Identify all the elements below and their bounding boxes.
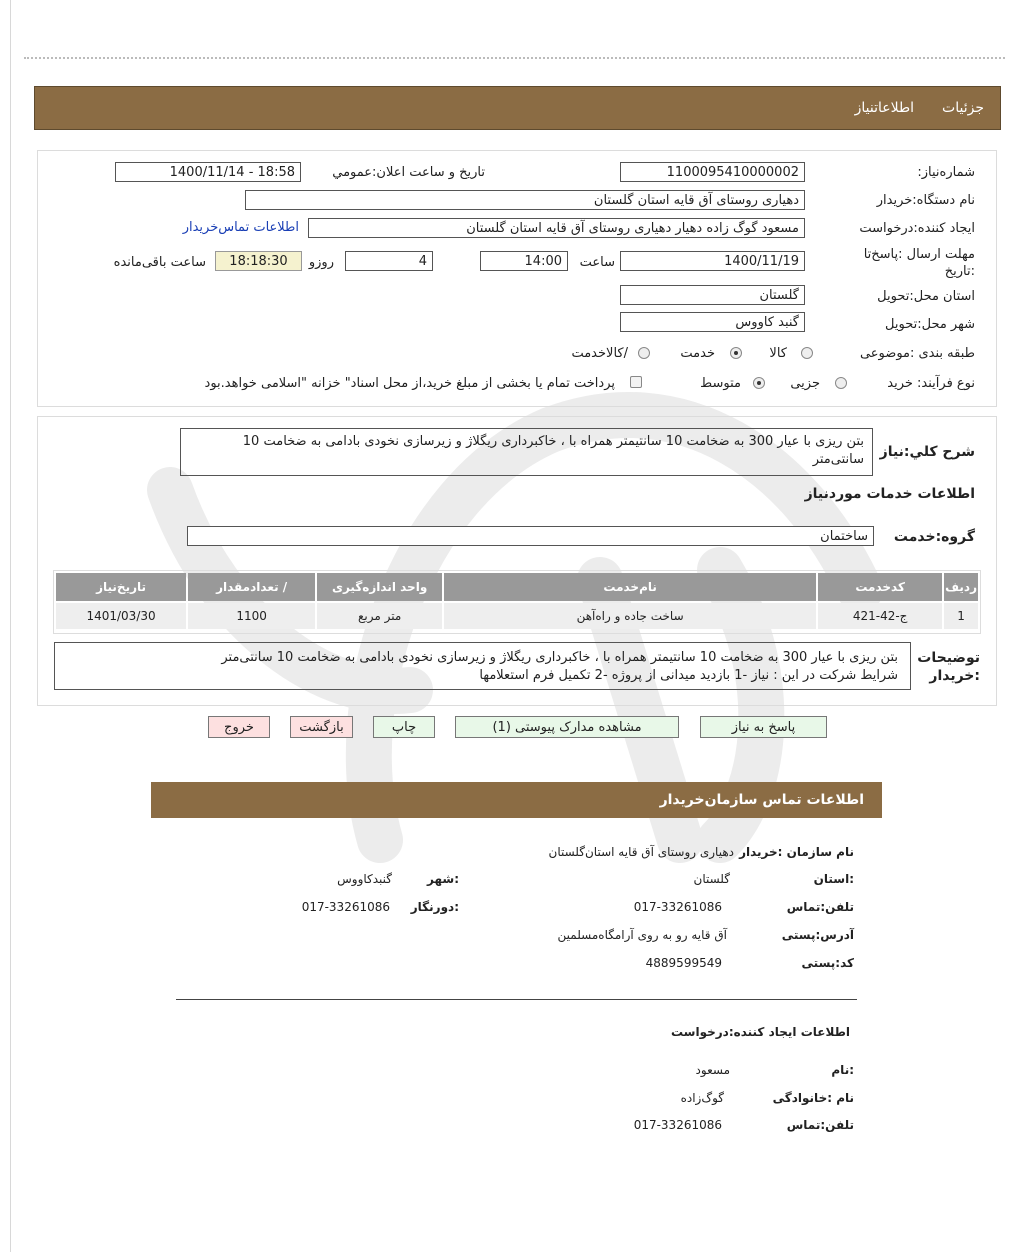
buyer-org-label: نام دستگاه:خریدار — [876, 193, 975, 208]
reply-button[interactable]: پاسخ به نیاز — [700, 716, 827, 738]
contact-divider — [176, 999, 857, 1000]
items-table — [54, 571, 980, 631]
view-attachments-button[interactable]: مشاهده مدارک پیوستی (1) — [455, 716, 679, 738]
buyer-notes-line-2: شرایط شرکت در این : نیاز -1 بازدید میدانی از پروژه -2 تکمیل فرم استعلامها — [479, 668, 898, 683]
summary-label: شرح کلي:نیاز — [879, 444, 975, 460]
page-left-border — [10, 0, 11, 1252]
exit-button[interactable]: خروج — [208, 716, 270, 738]
contact-address-label: آدرس:پستی — [781, 928, 854, 942]
announce-date-label: تاریخ و ساعت اعلان:عمومي — [332, 165, 485, 180]
contact-address-value: آق قایه رو به روی آرامگاه‌مسلمین — [557, 928, 727, 942]
col-service-name: نام‌خدمت — [444, 573, 816, 601]
category-goods-radio[interactable] — [801, 347, 813, 359]
cell-row-number: 1 — [944, 603, 978, 629]
deadline-time-label: ساعت — [579, 255, 615, 270]
buyer-notes-label-2: :خریدار — [929, 668, 980, 684]
contact-province-value: گلستان — [693, 872, 730, 886]
buyer-contact-link[interactable]: اطلاعات تماس‌خریدار — [182, 220, 299, 235]
col-service-code: کدخدمت — [818, 573, 942, 601]
contact-fax-label: :دورنگار — [410, 900, 459, 914]
contact-city-value: گنبدکاووس — [337, 872, 392, 886]
col-quantity: / تعدادمقدار — [188, 573, 315, 601]
summary-text-box: بتن ریزی با عیار 300 به ضخامت 10 سانتیمتر همراه با ، خاکبرداری ریگلاژ و زیرسازی نخودی بادامی به ضخامت 10 سانتی‌متر — [180, 428, 873, 476]
announce-date-field: 1400/11/14 - 18:58 — [115, 162, 301, 182]
category-goods-label: کالا — [769, 346, 787, 361]
category-service-radio[interactable] — [730, 347, 742, 359]
col-need-date: تاریخ‌نیاز — [56, 573, 186, 601]
category-service-label: خدمت — [680, 346, 715, 361]
col-unit: واحد اندازه‌گیری — [317, 573, 442, 601]
contact-fax-value: 017-33261086 — [301, 900, 390, 914]
remaining-days-field: 4 — [345, 251, 433, 271]
process-type-label: نوع فرآیند: خرید — [887, 376, 975, 391]
buyer-notes-box — [54, 642, 911, 690]
province-label: استان محل:تحویل — [877, 289, 975, 304]
deadline-date-field: 1400/11/19 — [620, 251, 805, 271]
need-number-field: 1100095410000002 — [620, 162, 805, 182]
tab-details[interactable]: جزئیات — [942, 100, 984, 116]
need-info-panel — [37, 150, 997, 407]
treasury-payment-note: پرداخت تمام یا بخشی از مبلغ خرید،از محل اسناد" خزانه "اسلامی خواهد.بود — [204, 376, 615, 391]
deadline-label-date: :تاریخ — [944, 264, 975, 279]
contact-org-value: دهیاری روستای آق قایه استان‌گلستان — [548, 845, 734, 859]
creator-family-value: گوگ‌زاده — [680, 1091, 724, 1105]
days-label: روزو — [308, 255, 334, 270]
buyer-contact-header — [151, 782, 882, 818]
process-minor-label: جزیی — [790, 376, 820, 391]
creator-label: ایجاد کننده:درخواست — [859, 221, 975, 236]
contact-postal-value: 4889599549 — [645, 956, 722, 970]
treasury-payment-checkbox[interactable] — [630, 376, 642, 388]
city-label: شهر محل:تحویل — [885, 317, 975, 332]
need-number-label: شماره‌نیاز: — [917, 165, 975, 180]
services-heading: اطلاعات خدمات موردنیاز — [804, 486, 975, 502]
contact-phone-value: 017-33261086 — [633, 900, 722, 914]
remaining-time-field: 18:18:30 — [215, 251, 302, 271]
city-field: گنبد کاووس — [620, 312, 805, 332]
province-field: گلستان — [620, 285, 805, 305]
tab-need-info[interactable]: اطلاعاتنیاز — [854, 100, 914, 116]
contact-postal-label: کد:پستی — [801, 956, 854, 970]
creator-name-label: :نام — [831, 1063, 854, 1077]
cell-service-name: ساخت جاده و راه‌آهن — [444, 603, 816, 629]
creator-family-label: نام :خانوادگی — [772, 1091, 854, 1105]
contact-org-label: نام سازمان :خریدار — [739, 845, 854, 859]
buyer-org-field: دهیاری روستای آق قایه استان گلستان — [245, 190, 805, 210]
contact-province-label: :استان — [813, 872, 854, 886]
deadline-time-field: 14:00 — [480, 251, 568, 271]
creator-phone-label: تلفن:تماس — [786, 1118, 854, 1132]
top-dotted-divider — [24, 57, 1005, 59]
print-button[interactable]: چاپ — [373, 716, 435, 738]
back-button[interactable]: بازگشت — [290, 716, 353, 738]
creator-field: مسعود گوگ زاده دهیار دهیاری روستای آق قایه استان گلستان — [308, 218, 805, 238]
contact-city-label: :شهر — [427, 872, 459, 886]
cell-need-date: 1401/03/30 — [56, 603, 186, 629]
buyer-notes-label: توضیحات — [917, 650, 980, 666]
creator-info-heading: اطلاعات ایجاد کننده:درخواست — [670, 1025, 850, 1039]
buyer-notes-line-1: بتن ریزی با عیار 300 به ضخامت 10 سانتیمتر همراه با ، خاکبرداری ریگلاژ و زیرسازی نخودی بادامی به ضخامت 10 سانتی‌متر — [221, 650, 898, 665]
table-header-row — [56, 573, 978, 601]
items-table-container — [53, 570, 981, 634]
buyer-contact-heading: اطلاعات تماس سازمان‌خریدار — [659, 792, 864, 808]
service-group-label: گروه:خدمت — [893, 529, 975, 545]
category-goods-service-radio[interactable] — [638, 347, 650, 359]
details-header-bar — [34, 86, 1001, 130]
process-minor-radio[interactable] — [835, 377, 847, 389]
deadline-label: مهلت ارسال :پاسخ‌تا — [863, 247, 975, 262]
service-group-field: ساختمان — [187, 526, 874, 546]
contact-phone-label: تلفن:تماس — [786, 900, 854, 914]
process-medium-radio[interactable] — [753, 377, 765, 389]
table-row — [56, 603, 978, 629]
creator-phone-value: 017-33261086 — [633, 1118, 722, 1132]
cell-quantity: 1100 — [188, 603, 315, 629]
cell-service-code: ج-42-421 — [818, 603, 942, 629]
category-label: طبقه بندی :موضوعی — [859, 346, 975, 361]
process-medium-label: متوسط — [700, 376, 741, 391]
category-goods-service-label: /کالاخدمت — [571, 346, 628, 361]
remaining-time-label: ساعت باقی‌مانده — [113, 255, 206, 270]
col-row-number: ردیف — [944, 573, 978, 601]
creator-name-value: مسعود — [695, 1063, 730, 1077]
cell-unit: متر مربع — [317, 603, 442, 629]
